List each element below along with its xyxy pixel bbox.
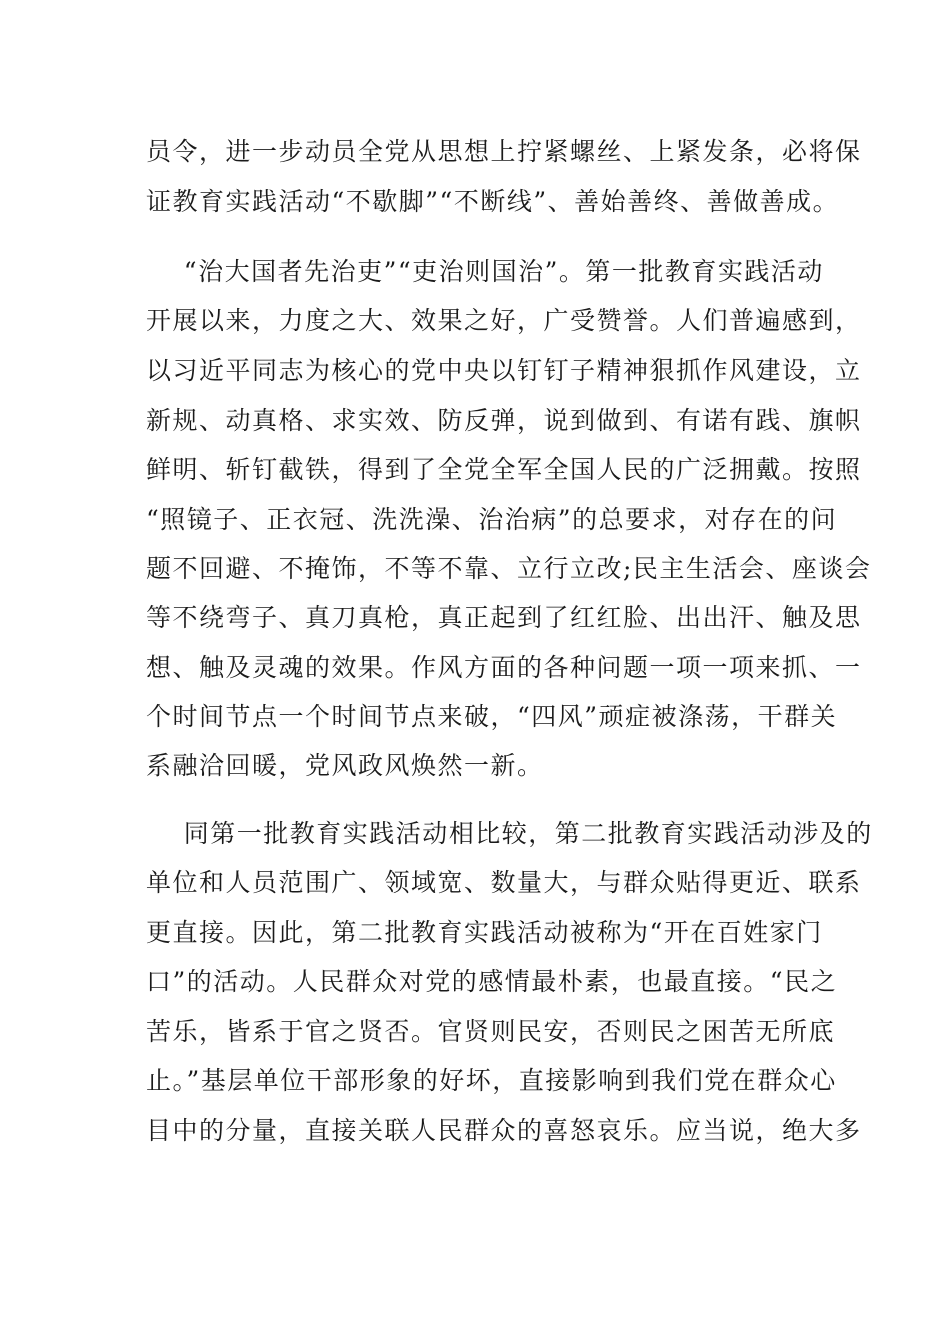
text-line: 新规、动真格、求实效、防反弹，说到做到、有诺有践、旗帜 <box>146 406 862 435</box>
text-line: 想、触及灵魂的效果。作风方面的各种问题一项一项来抓、一 <box>146 653 862 682</box>
text-line: 系融洽回暖，党风政风焕然一新。 <box>146 751 544 780</box>
text-line: 目中的分量，直接关联人民群众的喜怒哀乐。应当说，绝大多 <box>146 1116 862 1145</box>
text-line: 单位和人员范围广、领域宽、数量大，与群众贴得更近、联系 <box>146 868 862 897</box>
text-line: 等不绕弯子、真刀真枪，真正起到了红红脸、出出汗、触及思 <box>146 603 862 632</box>
text-line: 鲜明、斩钉截铁，得到了全党全军全国人民的广泛拥戴。按照 <box>146 455 862 484</box>
text-line: 口”的活动。人民群众对党的感情最朴素，也最直接。“民之 <box>146 967 838 996</box>
text-line: 题不回避、不掩饰，不等不靠、立行立改;民主生活会、座谈会 <box>146 554 872 583</box>
text-line: 员令，进一步动员全党从思想上拧紧螺丝、上紧发条，必将保 <box>146 137 862 166</box>
text-line: 苦乐，皆系于官之贤否。官贤则民安，否则民之困苦无所底 <box>146 1017 836 1046</box>
text-line: 证教育实践活动“不歇脚”“不断线”、善始善终、善做善成。 <box>146 187 840 216</box>
text-line: 止。”基层单位干部形象的好坏，直接影响到我们党在群众心 <box>146 1066 837 1095</box>
text-line: 开展以来，力度之大、效果之好，广受赞誉。人们普遍感到， <box>146 306 862 335</box>
text-line: 更直接。因此，第二批教育实践活动被称为“开在百姓家门 <box>146 918 823 947</box>
text-line: 同第一批教育实践活动相比较，第二批教育实践活动涉及的 <box>146 819 873 848</box>
text-line: “治大国者先治吏”“吏治则国治”。第一批教育实践活动 <box>146 257 824 286</box>
text-line: “照镜子、正衣冠、洗洗澡、治治病”的总要求，对存在的问 <box>146 505 838 534</box>
text-line: 以习近平同志为核心的党中央以钉钉子精神狠抓作风建设，立 <box>146 356 862 385</box>
text-line: 个时间节点一个时间节点来破，“四风”顽症被涤荡，干群关 <box>146 702 838 731</box>
